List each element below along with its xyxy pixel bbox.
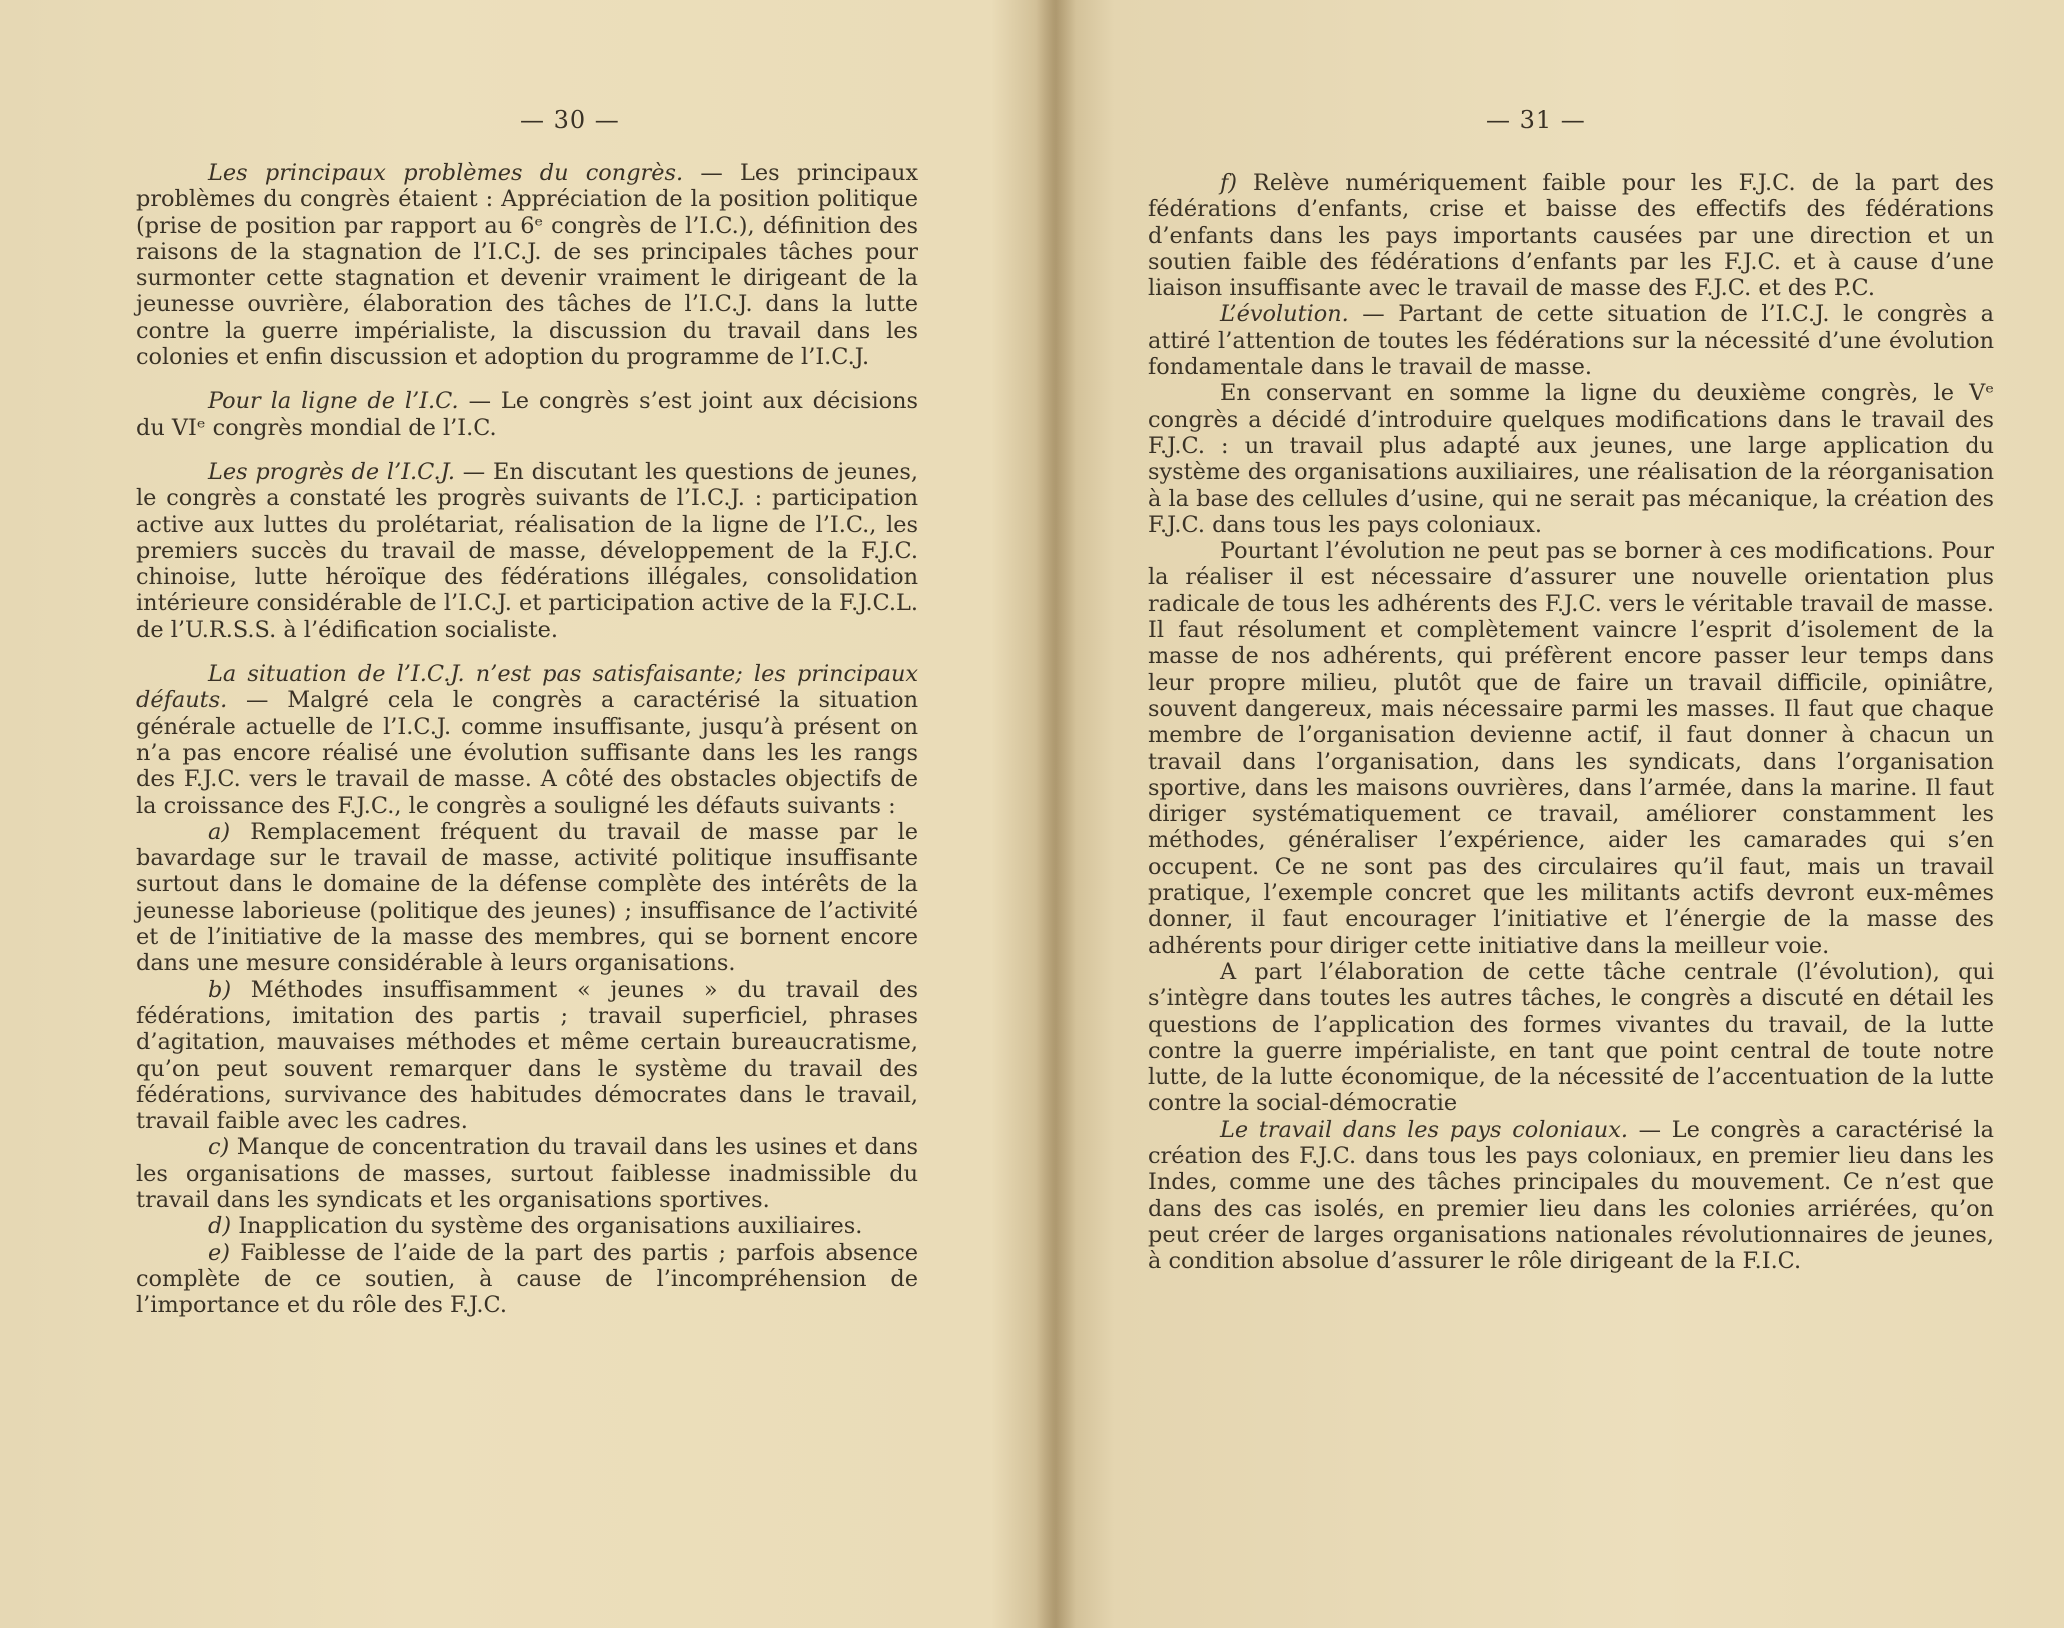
item-body: Remplacement fréquent du travail de masse par le bavardage sur le travail de masse, activité politique insuffisante surtout dans le domaine de la défense complète des intérêts de la jeunesse laborieuse (politique des jeunes) ; insuffisance de l’activité et de l’initiative de la masse des membres, qui se bornent encore dans une mesure considérable à leurs organisations. [136, 818, 918, 977]
item-marker: a) [208, 818, 231, 845]
paragraph-principaux-problemes [136, 160, 918, 370]
paragraph-title: Les principaux problèmes du congrès. [208, 160, 684, 186]
paragraph-title: Pour la ligne de l’I.C. [208, 388, 459, 415]
item-marker: e) [208, 1239, 230, 1266]
right-page-number: — 31 — [1486, 106, 1586, 134]
list-item-c [136, 1134, 918, 1213]
item-body: Manque de concentration du travail dans les usines et dans les organisations de masses, surtout faiblesse inadmissible du travail dans les syndicats et les organisations sportives. [136, 1134, 918, 1213]
item-marker: f) [1220, 170, 1238, 196]
paragraph-body: — Les principaux problèmes du congrès étaient : Appréciation de la position politique (prise de position par rapport au 6ᵉ congrès de l’I.C.), définition des raisons de la stagnation de l’I.C.J. de ses principales tâches pour surmonter cette stagnation et devenir vraiment le dirigeant de la jeunesse ouvrière, élaboration des tâches de l’I.C.J. dans la lutte contre la guerre impérialiste, la discussion du travail dans les colonies et enfin discussion et adoption du programme de l’I.C.J. [136, 160, 919, 371]
paragraph-body: — Malgré cela le congrès a caractérisé la situation générale actuelle de l’I.C.J. comme insuffisante, jusqu’à présent on n’a pas encore réalisé une évolution suffisante dans les les rangs des F.J.C. vers le travail de masse. A côté des obstacles objectifs de la croissance des F.J.C., le congrès a souligné les défauts suivants : [136, 687, 918, 819]
item-marker: c) [208, 1134, 230, 1161]
paragraph-progres-icj [136, 459, 918, 643]
paragraph-body: — Le congrès a caractérisé la création des F.J.C. dans tous les pays coloniaux, en premier lieu dans les Indes, comme une des tâches principales du mouvement. Ce n’est que dans des cas isolés, en premier lieu dans les colonies arriérées, qu’on peut créer de larges organisations nationales révolutionnaires de jeunes, à condition absolue d’assurer le rôle dirigeant de la F.I.C. [1148, 1116, 1994, 1275]
paragraph-title: L’évolution. [1220, 301, 1349, 328]
right-page [1068, 0, 2064, 1628]
list-item-b [136, 977, 918, 1135]
item-marker: d) [208, 1213, 232, 1240]
paragraph-colonial [1148, 1117, 1994, 1275]
left-page-number: — 30 — [520, 106, 620, 134]
paragraph-title: Les progrès de l’I.C.J. [208, 458, 455, 485]
item-body: Méthodes insuffisamment « jeunes » du travail des fédérations, imitation des partis ; travail superficiel, phrases d’agitation, mauvaises méthodes et même certain bureaucratisme, qu’on peut souvent remarquer dans le système du travail des fédérations, survivance des habitudes démocrates dans le travail, travail faible avec les cadres. [136, 976, 918, 1135]
item-body: Inapplication du système des organisations auxiliaires. [231, 1213, 863, 1240]
paragraph-body: — Partant de cette situation de l’I.C.J. le congrès a attiré l’attention de toutes les fédérations sur la nécessité d’une évolution fondamentale dans le travail de masse. [1148, 301, 1994, 381]
paragraph-apart: A part l’élaboration de cette tâche centrale (l’évolution), qui s’intègre dans toutes les autres tâches, le congrès a discuté en détail les questions de l’application des formes vivantes du travail, de la lutte contre la guerre impérialiste, en tant que point central de toute notre lutte, de la lutte économique, de la nécessité de l’accentuation de la lutte contre la social-démocratie [1148, 958, 1994, 1117]
item-marker: b) [208, 976, 232, 1003]
list-item-e [136, 1240, 918, 1319]
paragraph-body: — En discutant les questions de jeunes, le congrès a constaté les progrès suivants de l’I.C.J. : participation active aux luttes du prolétariat, réalisation de la ligne de l’I.C., les premiers succès du travail de masse, développement de la F.J.C. chinoise, lutte héroïque des fédérations illégales, consolidation intérieure considérable de l’I.C.J. et participation active de la F.J.C.L. de l’U.R.S.S. à l’édification socialiste. [136, 458, 918, 643]
list-item-f [1148, 170, 1994, 301]
item-body: Faiblesse de l’aide de la part des partis ; parfois absence complète de ce soutien, à cause de l’incompréhension de l’importance et du rôle des F.J.C. [136, 1239, 918, 1319]
paragraph-pourtant: Pourtant l’évolution ne peut pas se borner à ces modifications. Pour la réaliser il est nécessaire d’assurer une nouvelle orientation plus radicale de tous les adhérents des F.J.C. vers le véritable travail de masse. Il faut résolument et complètement vaincre l’esprit d’isolement de la masse de nos adhérents, qui préfèrent encore passer leur temps dans leur propre milieu, plutôt que de faire un travail difficile, opiniâtre, souvent dangereux, mais nécessaire parmi les masses. Il faut que chaque membre de l’organisation devienne actif, il faut donner à chacun un travail dans l’organisation, dans les syndicats, dans l’organisation sportive, dans les maisons ouvrières, dans l’armée, dans la marine. Il faut diriger systématiquement ce travail, améliorer constamment les méthodes, généraliser l’expérience, aider les camarades qui s’en occupent. Ce ne sont pas des circulaires qu’il faut, mais un travail pratique, l’exemple concret que les militants actifs devront eux-mêmes donner, il faut encourager l’initiative et l’énergie de la masse des adhérents pour diriger cette initiative dans la meilleur voie. [1148, 538, 1994, 959]
paragraph-conservant: En conservant en somme la ligne du deuxième congrès, le Vᵉ congrès a décidé d’introduire quelques modifications dans le travail des F.J.C. : un travail plus adapté aux jeunes, une large application du système des organisations auxiliaires, une réalisation de la réorganisation à la base des cellules d’usine, qui ne serait pas mécanique, la création des F.J.C. dans tous les pays coloniaux. [1148, 380, 1994, 538]
paragraph-ligne-ic [136, 388, 918, 441]
right-page-text [1148, 170, 1994, 1274]
paragraph-title: Le travail dans les pays coloniaux. [1220, 1116, 1628, 1143]
list-item-d [136, 1213, 918, 1239]
paragraph-situation-icj [136, 661, 918, 819]
paragraph-body: — Le congrès s’est joint aux décisions du VIᵉ congrès mondial de l’I.C. [136, 388, 919, 441]
left-page-text [136, 160, 918, 1318]
item-body: Relève numériquement faible pour les F.J.C. de la part des fédérations d’enfants, crise et baisse des effectifs des fédérations d’enfants dans les pays importants causées par une direction et un soutien faible des fédérations d’enfants par les F.J.C. et à cause d’une liaison insuffisante avec le travail de masse des F.J.C. et des P.C. [1148, 170, 1994, 302]
paragraph-title: La situation de l’I.C.J. n’est pas satisfaisante; les principaux défauts. [136, 661, 918, 714]
paragraph-evolution [1148, 301, 1994, 380]
list-item-a [136, 819, 918, 977]
